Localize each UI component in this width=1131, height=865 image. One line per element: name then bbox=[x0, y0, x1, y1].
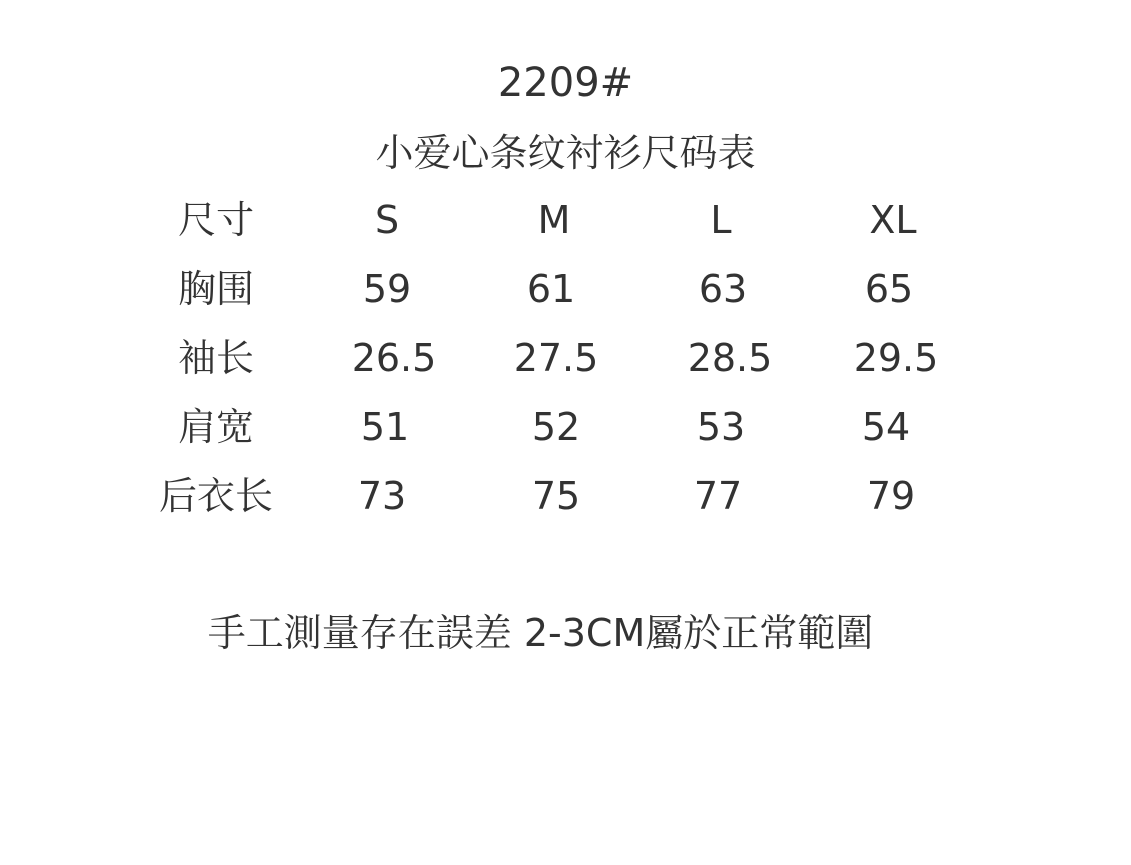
row-label: 肩宽 bbox=[177, 405, 254, 449]
header-cell-s: S bbox=[374, 198, 400, 242]
header-cell-l: L bbox=[710, 198, 732, 242]
table-row bbox=[0, 471, 1131, 521]
chart-title: 小爱心条纹衬衫尺码表 bbox=[375, 131, 756, 175]
table-row bbox=[0, 402, 1131, 452]
measurement-note: 手工測量存在誤差 2-3CM屬於正常範圍 bbox=[207, 611, 874, 655]
table-cell: 61 bbox=[526, 267, 576, 311]
header-cell-size: 尺寸 bbox=[177, 198, 254, 242]
table-cell: 52 bbox=[531, 405, 581, 449]
table-cell: 51 bbox=[360, 405, 410, 449]
table-cell: 27.5 bbox=[513, 336, 599, 380]
table-cell: 59 bbox=[362, 267, 412, 311]
table-cell: 79 bbox=[866, 474, 916, 518]
table-cell: 54 bbox=[861, 405, 911, 449]
table-cell: 53 bbox=[696, 405, 746, 449]
row-label: 胸围 bbox=[177, 267, 254, 311]
table-header-row bbox=[0, 195, 1131, 245]
table-cell: 77 bbox=[693, 474, 743, 518]
row-label: 袖长 bbox=[177, 336, 254, 380]
table-cell: 65 bbox=[864, 267, 914, 311]
table-cell: 29.5 bbox=[853, 336, 939, 380]
header-cell-xl: XL bbox=[869, 198, 917, 242]
header-cell-m: M bbox=[537, 198, 571, 242]
row-label: 后衣长 bbox=[158, 474, 273, 518]
table-row bbox=[0, 333, 1131, 383]
table-cell: 73 bbox=[357, 474, 407, 518]
table-cell: 75 bbox=[531, 474, 581, 518]
product-code: 2209# bbox=[497, 60, 634, 106]
table-cell: 63 bbox=[698, 267, 748, 311]
table-cell: 26.5 bbox=[351, 336, 437, 380]
table-row bbox=[0, 264, 1131, 314]
table-cell: 28.5 bbox=[687, 336, 773, 380]
